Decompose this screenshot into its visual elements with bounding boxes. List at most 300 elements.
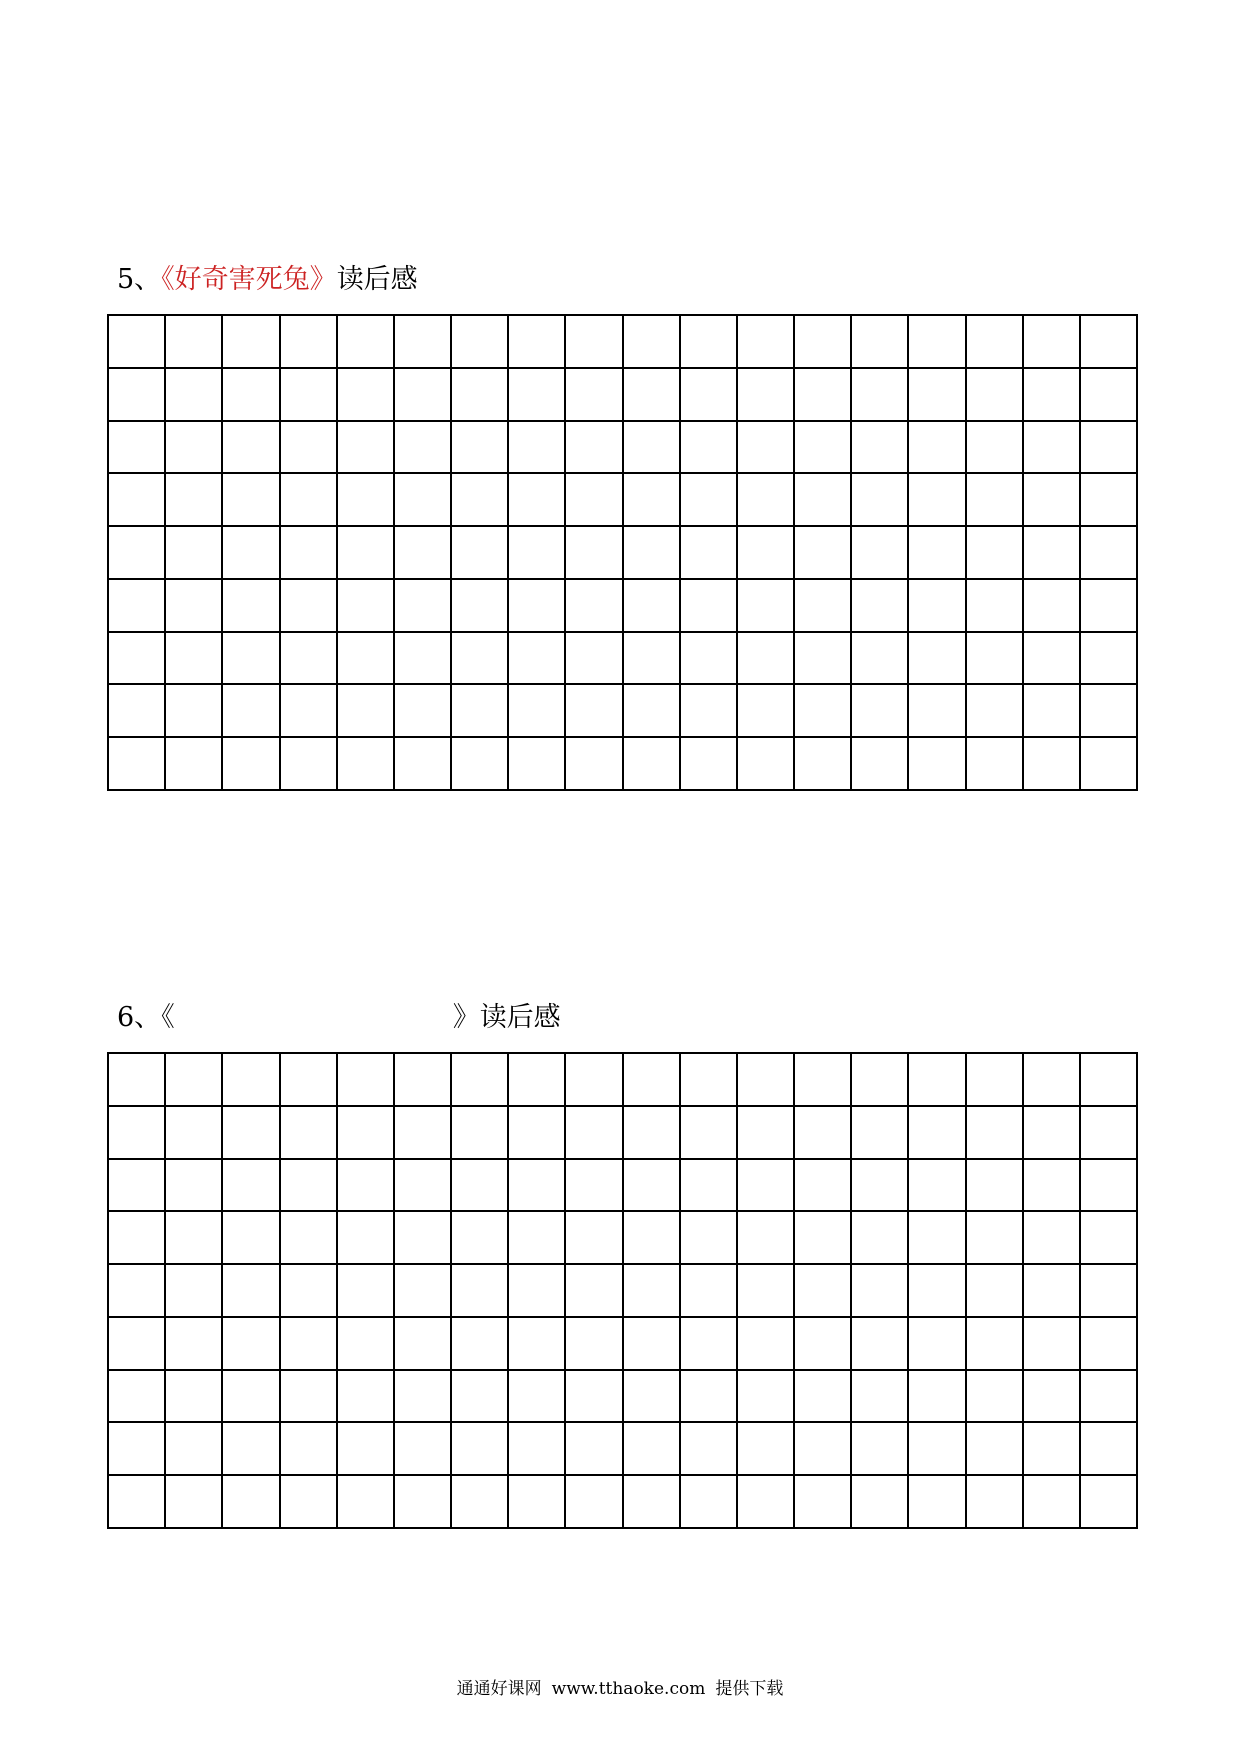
grid-cell[interactable] (109, 474, 166, 527)
grid-cell[interactable] (967, 1160, 1024, 1213)
grid-cell[interactable] (223, 527, 280, 580)
grid-cell[interactable] (909, 316, 966, 369)
grid-cell[interactable] (795, 738, 852, 791)
grid-cell[interactable] (624, 1212, 681, 1265)
grid-cell[interactable] (967, 1265, 1024, 1318)
grid-cell[interactable] (509, 369, 566, 422)
grid-cell[interactable] (1024, 1107, 1081, 1160)
grid-cell[interactable] (166, 580, 223, 633)
grid-cell[interactable] (281, 422, 338, 475)
grid-cell[interactable] (967, 633, 1024, 686)
grid-cell[interactable] (566, 1212, 623, 1265)
grid-cell[interactable] (281, 369, 338, 422)
grid-cell[interactable] (1081, 1160, 1138, 1213)
grid-cell[interactable] (566, 527, 623, 580)
grid-cell[interactable] (338, 1265, 395, 1318)
grid-cell[interactable] (452, 1476, 509, 1529)
grid-cell[interactable] (109, 1318, 166, 1371)
grid-cell[interactable] (738, 1318, 795, 1371)
grid-cell[interactable] (852, 1476, 909, 1529)
grid-cell[interactable] (909, 580, 966, 633)
grid-cell[interactable] (738, 633, 795, 686)
grid-cell[interactable] (395, 1054, 452, 1107)
writing-grid-section-6[interactable] (107, 1052, 1138, 1529)
grid-cell[interactable] (909, 527, 966, 580)
grid-cell[interactable] (109, 738, 166, 791)
grid-cell[interactable] (624, 474, 681, 527)
grid-cell[interactable] (281, 685, 338, 738)
grid-cell[interactable] (395, 685, 452, 738)
grid-cell[interactable] (566, 474, 623, 527)
grid-cell[interactable] (395, 316, 452, 369)
grid-cell[interactable] (338, 580, 395, 633)
grid-cell[interactable] (338, 316, 395, 369)
grid-cell[interactable] (281, 633, 338, 686)
grid-cell[interactable] (852, 1054, 909, 1107)
grid-cell[interactable] (395, 474, 452, 527)
grid-cell[interactable] (624, 580, 681, 633)
grid-cell[interactable] (1081, 422, 1138, 475)
grid-cell[interactable] (852, 1265, 909, 1318)
grid-cell[interactable] (223, 738, 280, 791)
grid-cell[interactable] (566, 685, 623, 738)
grid-cell[interactable] (1024, 1160, 1081, 1213)
grid-cell[interactable] (624, 1423, 681, 1476)
grid-cell[interactable] (509, 1423, 566, 1476)
grid-cell[interactable] (281, 1107, 338, 1160)
grid-cell[interactable] (395, 633, 452, 686)
grid-cell[interactable] (852, 738, 909, 791)
grid-cell[interactable] (452, 369, 509, 422)
grid-cell[interactable] (681, 633, 738, 686)
grid-cell[interactable] (566, 422, 623, 475)
grid-cell[interactable] (852, 422, 909, 475)
grid-cell[interactable] (395, 1476, 452, 1529)
grid-cell[interactable] (967, 1371, 1024, 1424)
grid-cell[interactable] (166, 1107, 223, 1160)
grid-cell[interactable] (223, 316, 280, 369)
grid-cell[interactable] (624, 527, 681, 580)
grid-cell[interactable] (395, 1371, 452, 1424)
grid-cell[interactable] (852, 527, 909, 580)
grid-cell[interactable] (795, 1160, 852, 1213)
grid-cell[interactable] (1024, 316, 1081, 369)
grid-cell[interactable] (1024, 633, 1081, 686)
grid-cell[interactable] (738, 527, 795, 580)
grid-cell[interactable] (967, 422, 1024, 475)
grid-cell[interactable] (738, 316, 795, 369)
grid-cell[interactable] (509, 685, 566, 738)
grid-cell[interactable] (624, 1371, 681, 1424)
grid-cell[interactable] (566, 1423, 623, 1476)
grid-cell[interactable] (967, 369, 1024, 422)
grid-cell[interactable] (1024, 685, 1081, 738)
grid-cell[interactable] (852, 633, 909, 686)
grid-cell[interactable] (223, 1423, 280, 1476)
grid-cell[interactable] (1081, 527, 1138, 580)
grid-cell[interactable] (795, 1318, 852, 1371)
grid-cell[interactable] (624, 1054, 681, 1107)
grid-cell[interactable] (452, 316, 509, 369)
grid-cell[interactable] (223, 1318, 280, 1371)
grid-cell[interactable] (395, 1107, 452, 1160)
grid-cell[interactable] (795, 633, 852, 686)
grid-cell[interactable] (795, 685, 852, 738)
grid-cell[interactable] (338, 1212, 395, 1265)
grid-cell[interactable] (338, 527, 395, 580)
grid-cell[interactable] (852, 1160, 909, 1213)
grid-cell[interactable] (738, 1423, 795, 1476)
grid-cell[interactable] (509, 1371, 566, 1424)
grid-cell[interactable] (795, 474, 852, 527)
grid-cell[interactable] (281, 580, 338, 633)
grid-cell[interactable] (1024, 1371, 1081, 1424)
grid-cell[interactable] (852, 1371, 909, 1424)
grid-cell[interactable] (452, 1318, 509, 1371)
grid-cell[interactable] (1024, 422, 1081, 475)
grid-cell[interactable] (109, 369, 166, 422)
grid-cell[interactable] (395, 1212, 452, 1265)
grid-cell[interactable] (852, 1212, 909, 1265)
grid-cell[interactable] (452, 1265, 509, 1318)
grid-cell[interactable] (338, 1318, 395, 1371)
grid-cell[interactable] (166, 1476, 223, 1529)
grid-cell[interactable] (452, 1054, 509, 1107)
grid-cell[interactable] (223, 685, 280, 738)
grid-cell[interactable] (795, 1476, 852, 1529)
grid-cell[interactable] (338, 1054, 395, 1107)
grid-cell[interactable] (1081, 474, 1138, 527)
grid-cell[interactable] (624, 1107, 681, 1160)
grid-cell[interactable] (166, 685, 223, 738)
grid-cell[interactable] (566, 1160, 623, 1213)
grid-cell[interactable] (1024, 369, 1081, 422)
grid-cell[interactable] (281, 1054, 338, 1107)
grid-cell[interactable] (509, 1160, 566, 1213)
grid-cell[interactable] (852, 1107, 909, 1160)
grid-cell[interactable] (1024, 1054, 1081, 1107)
grid-cell[interactable] (166, 1212, 223, 1265)
grid-cell[interactable] (452, 422, 509, 475)
grid-cell[interactable] (509, 1265, 566, 1318)
grid-cell[interactable] (795, 1423, 852, 1476)
grid-cell[interactable] (624, 1318, 681, 1371)
grid-cell[interactable] (452, 1160, 509, 1213)
grid-cell[interactable] (338, 1160, 395, 1213)
grid-cell[interactable] (738, 1054, 795, 1107)
grid-cell[interactable] (1024, 738, 1081, 791)
grid-cell[interactable] (738, 580, 795, 633)
grid-cell[interactable] (1081, 685, 1138, 738)
grid-cell[interactable] (509, 1476, 566, 1529)
grid-cell[interactable] (338, 422, 395, 475)
grid-cell[interactable] (223, 1107, 280, 1160)
grid-cell[interactable] (452, 1107, 509, 1160)
grid-cell[interactable] (566, 1107, 623, 1160)
grid-cell[interactable] (681, 422, 738, 475)
grid-cell[interactable] (452, 738, 509, 791)
grid-cell[interactable] (624, 1265, 681, 1318)
grid-cell[interactable] (281, 527, 338, 580)
writing-grid-section-5[interactable] (107, 314, 1138, 791)
grid-cell[interactable] (852, 1423, 909, 1476)
grid-cell[interactable] (566, 1476, 623, 1529)
grid-cell[interactable] (1024, 1318, 1081, 1371)
grid-cell[interactable] (738, 1212, 795, 1265)
grid-cell[interactable] (795, 1265, 852, 1318)
grid-cell[interactable] (909, 1054, 966, 1107)
grid-cell[interactable] (281, 1423, 338, 1476)
grid-cell[interactable] (509, 633, 566, 686)
grid-cell[interactable] (338, 685, 395, 738)
grid-cell[interactable] (681, 1212, 738, 1265)
grid-cell[interactable] (338, 738, 395, 791)
grid-cell[interactable] (681, 1054, 738, 1107)
grid-cell[interactable] (223, 1160, 280, 1213)
grid-cell[interactable] (1081, 1265, 1138, 1318)
grid-cell[interactable] (1081, 1212, 1138, 1265)
grid-cell[interactable] (223, 1265, 280, 1318)
grid-cell[interactable] (681, 1423, 738, 1476)
grid-cell[interactable] (109, 685, 166, 738)
grid-cell[interactable] (624, 738, 681, 791)
grid-cell[interactable] (1081, 738, 1138, 791)
grid-cell[interactable] (395, 527, 452, 580)
grid-cell[interactable] (281, 316, 338, 369)
grid-cell[interactable] (967, 738, 1024, 791)
grid-cell[interactable] (909, 474, 966, 527)
grid-cell[interactable] (909, 1423, 966, 1476)
grid-cell[interactable] (338, 369, 395, 422)
grid-cell[interactable] (852, 316, 909, 369)
grid-cell[interactable] (795, 527, 852, 580)
grid-cell[interactable] (967, 474, 1024, 527)
grid-cell[interactable] (166, 633, 223, 686)
grid-cell[interactable] (566, 580, 623, 633)
grid-cell[interactable] (509, 1054, 566, 1107)
grid-cell[interactable] (281, 1212, 338, 1265)
grid-cell[interactable] (738, 1265, 795, 1318)
grid-cell[interactable] (1024, 1423, 1081, 1476)
grid-cell[interactable] (738, 369, 795, 422)
grid-cell[interactable] (338, 1476, 395, 1529)
grid-cell[interactable] (166, 1318, 223, 1371)
grid-cell[interactable] (109, 1212, 166, 1265)
grid-cell[interactable] (509, 580, 566, 633)
grid-cell[interactable] (452, 580, 509, 633)
grid-cell[interactable] (738, 1476, 795, 1529)
grid-cell[interactable] (109, 422, 166, 475)
grid-cell[interactable] (452, 685, 509, 738)
grid-cell[interactable] (109, 1054, 166, 1107)
grid-cell[interactable] (395, 1265, 452, 1318)
grid-cell[interactable] (109, 580, 166, 633)
grid-cell[interactable] (681, 685, 738, 738)
grid-cell[interactable] (166, 316, 223, 369)
grid-cell[interactable] (967, 1054, 1024, 1107)
grid-cell[interactable] (223, 474, 280, 527)
grid-cell[interactable] (509, 316, 566, 369)
grid-cell[interactable] (395, 422, 452, 475)
grid-cell[interactable] (624, 316, 681, 369)
grid-cell[interactable] (281, 474, 338, 527)
grid-cell[interactable] (109, 1423, 166, 1476)
grid-cell[interactable] (681, 316, 738, 369)
grid-cell[interactable] (109, 527, 166, 580)
grid-cell[interactable] (1024, 474, 1081, 527)
grid-cell[interactable] (624, 369, 681, 422)
grid-cell[interactable] (509, 1107, 566, 1160)
grid-cell[interactable] (109, 316, 166, 369)
grid-cell[interactable] (738, 1107, 795, 1160)
grid-cell[interactable] (795, 316, 852, 369)
grid-cell[interactable] (967, 1423, 1024, 1476)
grid-cell[interactable] (509, 738, 566, 791)
grid-cell[interactable] (166, 369, 223, 422)
grid-cell[interactable] (1081, 1318, 1138, 1371)
grid-cell[interactable] (1081, 633, 1138, 686)
grid-cell[interactable] (967, 1107, 1024, 1160)
grid-cell[interactable] (909, 1476, 966, 1529)
grid-cell[interactable] (1081, 1054, 1138, 1107)
grid-cell[interactable] (281, 1371, 338, 1424)
grid-cell[interactable] (223, 633, 280, 686)
grid-cell[interactable] (909, 369, 966, 422)
grid-cell[interactable] (223, 422, 280, 475)
grid-cell[interactable] (338, 1371, 395, 1424)
grid-cell[interactable] (795, 369, 852, 422)
grid-cell[interactable] (166, 1423, 223, 1476)
grid-cell[interactable] (967, 1318, 1024, 1371)
grid-cell[interactable] (223, 369, 280, 422)
grid-cell[interactable] (395, 1318, 452, 1371)
grid-cell[interactable] (909, 1318, 966, 1371)
grid-cell[interactable] (338, 474, 395, 527)
grid-cell[interactable] (281, 1476, 338, 1529)
grid-cell[interactable] (109, 1107, 166, 1160)
grid-cell[interactable] (852, 580, 909, 633)
grid-cell[interactable] (909, 1265, 966, 1318)
grid-cell[interactable] (281, 738, 338, 791)
grid-cell[interactable] (795, 422, 852, 475)
grid-cell[interactable] (223, 1476, 280, 1529)
grid-cell[interactable] (681, 1107, 738, 1160)
grid-cell[interactable] (109, 1265, 166, 1318)
grid-cell[interactable] (795, 1371, 852, 1424)
grid-cell[interactable] (109, 1371, 166, 1424)
grid-cell[interactable] (566, 369, 623, 422)
grid-cell[interactable] (281, 1318, 338, 1371)
grid-cell[interactable] (281, 1265, 338, 1318)
grid-cell[interactable] (909, 633, 966, 686)
grid-cell[interactable] (395, 369, 452, 422)
grid-cell[interactable] (452, 1212, 509, 1265)
grid-cell[interactable] (967, 1476, 1024, 1529)
grid-cell[interactable] (738, 685, 795, 738)
grid-cell[interactable] (795, 580, 852, 633)
grid-cell[interactable] (223, 580, 280, 633)
grid-cell[interactable] (509, 1212, 566, 1265)
grid-cell[interactable] (681, 1476, 738, 1529)
grid-cell[interactable] (681, 527, 738, 580)
grid-cell[interactable] (967, 316, 1024, 369)
grid-cell[interactable] (509, 474, 566, 527)
grid-cell[interactable] (166, 1160, 223, 1213)
grid-cell[interactable] (909, 685, 966, 738)
grid-cell[interactable] (1024, 1265, 1081, 1318)
grid-cell[interactable] (338, 633, 395, 686)
grid-cell[interactable] (738, 422, 795, 475)
grid-cell[interactable] (1081, 316, 1138, 369)
grid-cell[interactable] (738, 474, 795, 527)
grid-cell[interactable] (909, 738, 966, 791)
grid-cell[interactable] (852, 685, 909, 738)
grid-cell[interactable] (681, 369, 738, 422)
grid-cell[interactable] (1024, 1476, 1081, 1529)
grid-cell[interactable] (566, 1371, 623, 1424)
grid-cell[interactable] (509, 1318, 566, 1371)
grid-cell[interactable] (1081, 369, 1138, 422)
grid-cell[interactable] (566, 633, 623, 686)
grid-cell[interactable] (452, 1423, 509, 1476)
grid-cell[interactable] (566, 1265, 623, 1318)
grid-cell[interactable] (166, 738, 223, 791)
grid-cell[interactable] (795, 1212, 852, 1265)
grid-cell[interactable] (223, 1054, 280, 1107)
grid-cell[interactable] (395, 1423, 452, 1476)
grid-cell[interactable] (624, 685, 681, 738)
grid-cell[interactable] (109, 1160, 166, 1213)
grid-cell[interactable] (967, 685, 1024, 738)
grid-cell[interactable] (681, 1371, 738, 1424)
grid-cell[interactable] (624, 1160, 681, 1213)
grid-cell[interactable] (852, 1318, 909, 1371)
grid-cell[interactable] (624, 422, 681, 475)
grid-cell[interactable] (109, 1476, 166, 1529)
grid-cell[interactable] (852, 369, 909, 422)
grid-cell[interactable] (223, 1212, 280, 1265)
grid-cell[interactable] (909, 1160, 966, 1213)
grid-cell[interactable] (395, 1160, 452, 1213)
grid-cell[interactable] (1081, 1423, 1138, 1476)
grid-cell[interactable] (452, 633, 509, 686)
grid-cell[interactable] (681, 580, 738, 633)
grid-cell[interactable] (166, 474, 223, 527)
grid-cell[interactable] (909, 1212, 966, 1265)
grid-cell[interactable] (1024, 580, 1081, 633)
grid-cell[interactable] (1024, 527, 1081, 580)
grid-cell[interactable] (1081, 1476, 1138, 1529)
grid-cell[interactable] (1024, 1212, 1081, 1265)
grid-cell[interactable] (1081, 1107, 1138, 1160)
grid-cell[interactable] (909, 422, 966, 475)
grid-cell[interactable] (909, 1371, 966, 1424)
grid-cell[interactable] (452, 527, 509, 580)
grid-cell[interactable] (223, 1371, 280, 1424)
grid-cell[interactable] (166, 1265, 223, 1318)
grid-cell[interactable] (338, 1423, 395, 1476)
grid-cell[interactable] (509, 422, 566, 475)
grid-cell[interactable] (681, 738, 738, 791)
grid-cell[interactable] (166, 527, 223, 580)
grid-cell[interactable] (624, 1476, 681, 1529)
grid-cell[interactable] (852, 474, 909, 527)
grid-cell[interactable] (795, 1054, 852, 1107)
grid-cell[interactable] (681, 474, 738, 527)
grid-cell[interactable] (166, 1371, 223, 1424)
grid-cell[interactable] (395, 738, 452, 791)
grid-cell[interactable] (509, 527, 566, 580)
